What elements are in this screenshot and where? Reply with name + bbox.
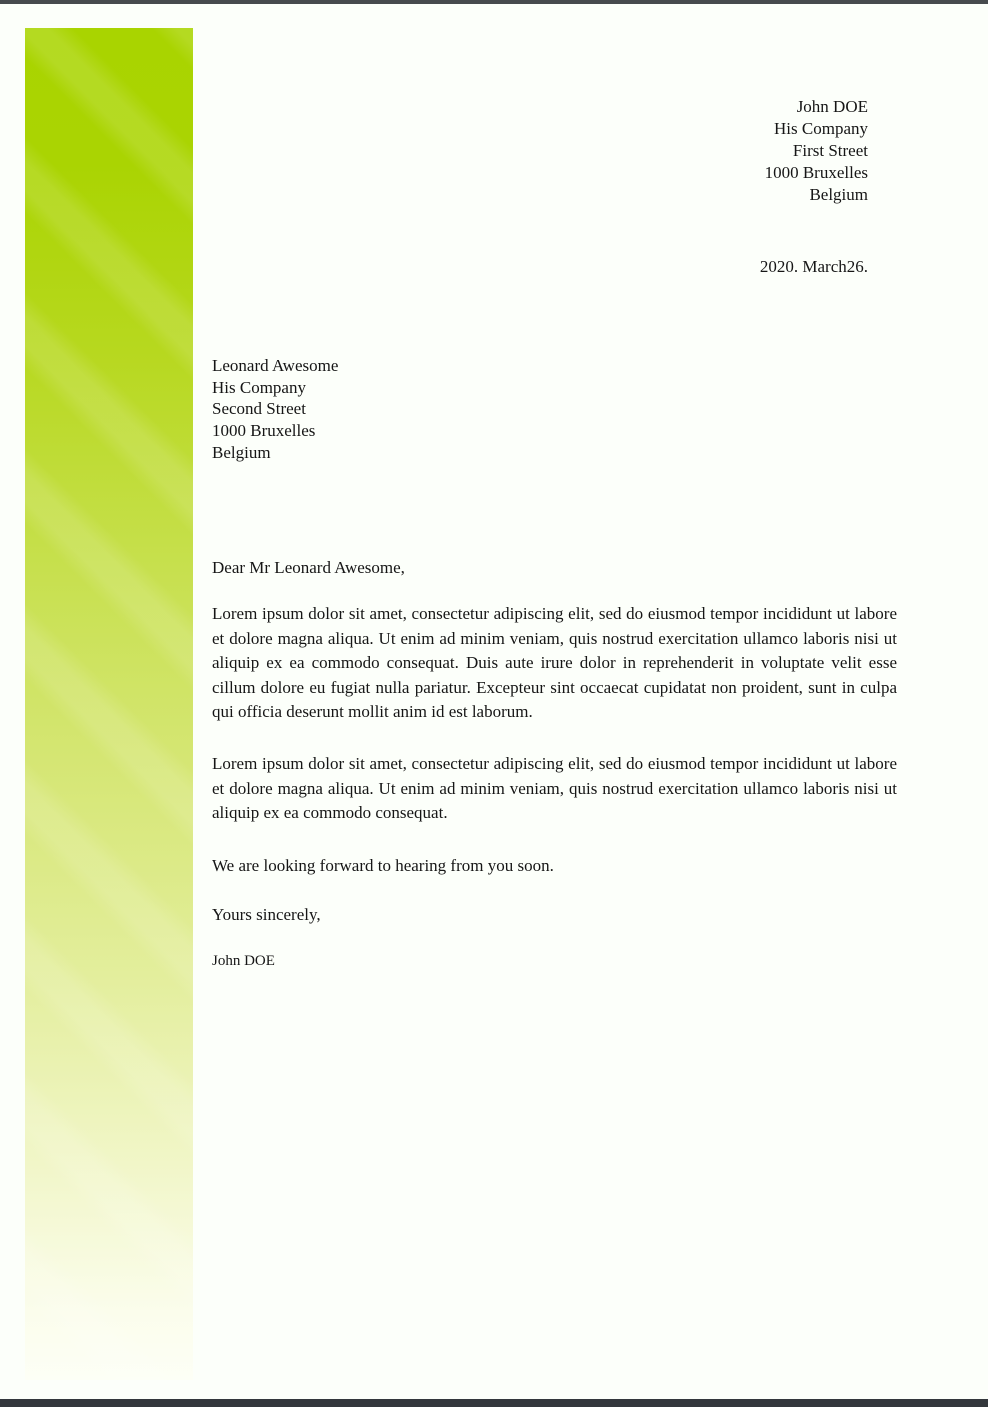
page-top-border [0, 0, 988, 4]
sender-address-block [765, 96, 868, 206]
sender-name: John DOE [796, 97, 868, 116]
sender-company: His Company [774, 119, 868, 138]
letter-date: 2020. March26. [759, 257, 868, 276]
recipient-address-block [212, 355, 338, 464]
page-bottom-border [0, 1399, 988, 1407]
recipient-country: Belgium [212, 442, 271, 462]
green-gradient-stripe [25, 28, 193, 1380]
valediction: Yours sincerely, [212, 905, 321, 924]
body-paragraph-2: Lorem ipsum dolor sit amet, consectetur adipiscing elit, sed do eiusmod tempor incididunt ut labore et dolore magna aliqua. Ut enim ad minim veniam, quis nostrud exercitation ullamco laboris nisi ut aliquip ex ea commodo consequat. [212, 754, 897, 823]
recipient-street: Second Street [212, 399, 306, 419]
recipient-city: 1000 Bruxelles [212, 421, 316, 441]
signature-name: John DOE [212, 953, 275, 969]
recipient-company: His Company [212, 377, 306, 397]
sender-street: First Street [792, 141, 868, 160]
salutation: Dear Mr Leonard Awesome, [212, 558, 405, 577]
sender-city: 1000 Bruxelles [764, 163, 868, 182]
closing-line: We are looking forward to hearing from you soon. [212, 856, 554, 875]
body-paragraph-1: Lorem ipsum dolor sit amet, consectetur adipiscing elit, sed do eiusmod tempor incididunt ut labore et dolore magna aliqua. Ut enim ad minim veniam, quis nostrud exercitation ullamco laboris nisi ut aliquip ex ea commodo consequat. Duis aute irure dolor in reprehenderit in voluptate velit esse cillum dolore eu fugiat nulla pariatur. Excepteur sint occaecat cupidatat non proident, sunt in culpa qui officia deserunt mollit anim id est laborum. [212, 604, 897, 722]
sender-country: Belgium [809, 185, 868, 204]
recipient-name: Leonard Awesome [212, 356, 339, 375]
